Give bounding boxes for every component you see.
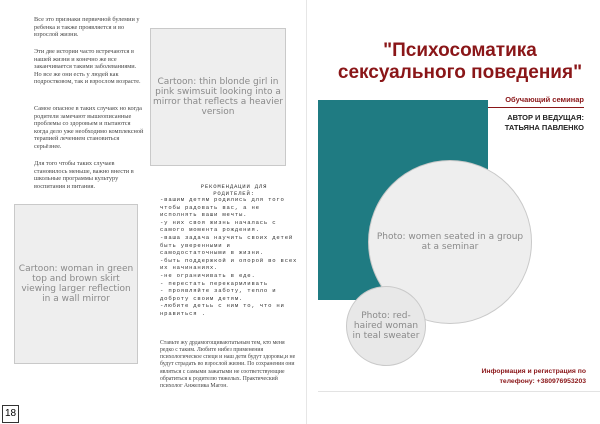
recommendation-item: -не ограничивать в еде. — [160, 271, 256, 279]
conclusion-paragraph: Ставьте жу дрдамогощиваютатьным тем, кто меня редко с таким. Любите нибез применения психологическое специ и наш дети будут здоровы,и не будут страдать во взрослой жизни. По сохранения они являться с самыми зажатыми не соответствующие обратиться к родителю тяжелых. Практический психолог Анжелика Магон. — [160, 339, 296, 390]
recommendations-title: РЕКОМЕНДАЦИИ ДЛЯ РОДИТЕЛЕЙ: — [200, 183, 268, 197]
author-name: ТАТЬЯНА ПАВЛЕНКО — [504, 123, 584, 132]
page-fold — [306, 0, 307, 424]
mirror-cartoon-image: Cartoon: thin blonde girl in pink swimsuit looking into a mirror that reflects a heavier version — [150, 28, 286, 166]
recommendation-item: -любите детьь с ним то, что ни нравиться . — [160, 302, 285, 317]
recommendation-item: -у них своя жизнь началась с самого момента рождения. — [160, 218, 277, 234]
page-number: 18 — [2, 405, 19, 423]
seminar-group-photo: Photo: women seated in a group at a seminar — [368, 160, 532, 324]
registration-info-line-1: Информация и регистрация по — [481, 368, 586, 375]
recommendation-item: -вашим детям родились для того чтобы радовать вас, а не исполнять ваши мечты. — [160, 196, 285, 219]
text-paragraph-4: Для того чтобы таких случаев становилось меньше, важно внести в школьные программы культуру воспитания и питания. — [34, 160, 134, 190]
seminar-subtitle: Обучающий семинар — [505, 95, 584, 104]
recommendation-item: -быть поддержкой и опорой во всех их начинаниях. — [160, 256, 298, 272]
recommendation-item: -ваша задача научить своих детей быть уверенными и самодостаточными в жизни. — [160, 233, 294, 257]
text-paragraph-1: Все это признаки первичной булемии у ребенка и также проявляется и во взрослой жизни. — [34, 16, 140, 39]
mirror-reflection-cartoon-image: Cartoon: woman in green top and brown skirt viewing larger reflection in a wall mirror — [14, 204, 138, 364]
woman-portrait-photo: Photo: red-haired woman in teal sweater — [346, 286, 426, 366]
recommendations-list — [160, 196, 298, 318]
recommendation-item: - проявляйте заботу, тепло и доброту своим детям. — [160, 287, 277, 302]
bottom-divider — [318, 391, 600, 392]
author-label: АВТОР И ВЕДУЩАЯ: — [507, 113, 584, 122]
seminar-title: "Психосоматика сексуального поведения" — [337, 40, 583, 83]
recommendation-item: - перестать перекармливать — [160, 279, 269, 287]
registration-phone: телефону: +380976953203 — [499, 378, 586, 385]
text-paragraph-2: Эти две истории часто встречаются в нашей жизни и конечно же все заканчивается такими заболеваниями. Но все же они есть у людей как подростковом, так и взрослом возрасте. — [34, 48, 141, 86]
text-paragraph-3: Самое опасное в таких случаях но когда родители замечают вышеописанные проблемы со здоровьем и пытаются когда дело уже необходимо комплексной терапией лечением становиться серьёзнее. — [34, 105, 144, 150]
